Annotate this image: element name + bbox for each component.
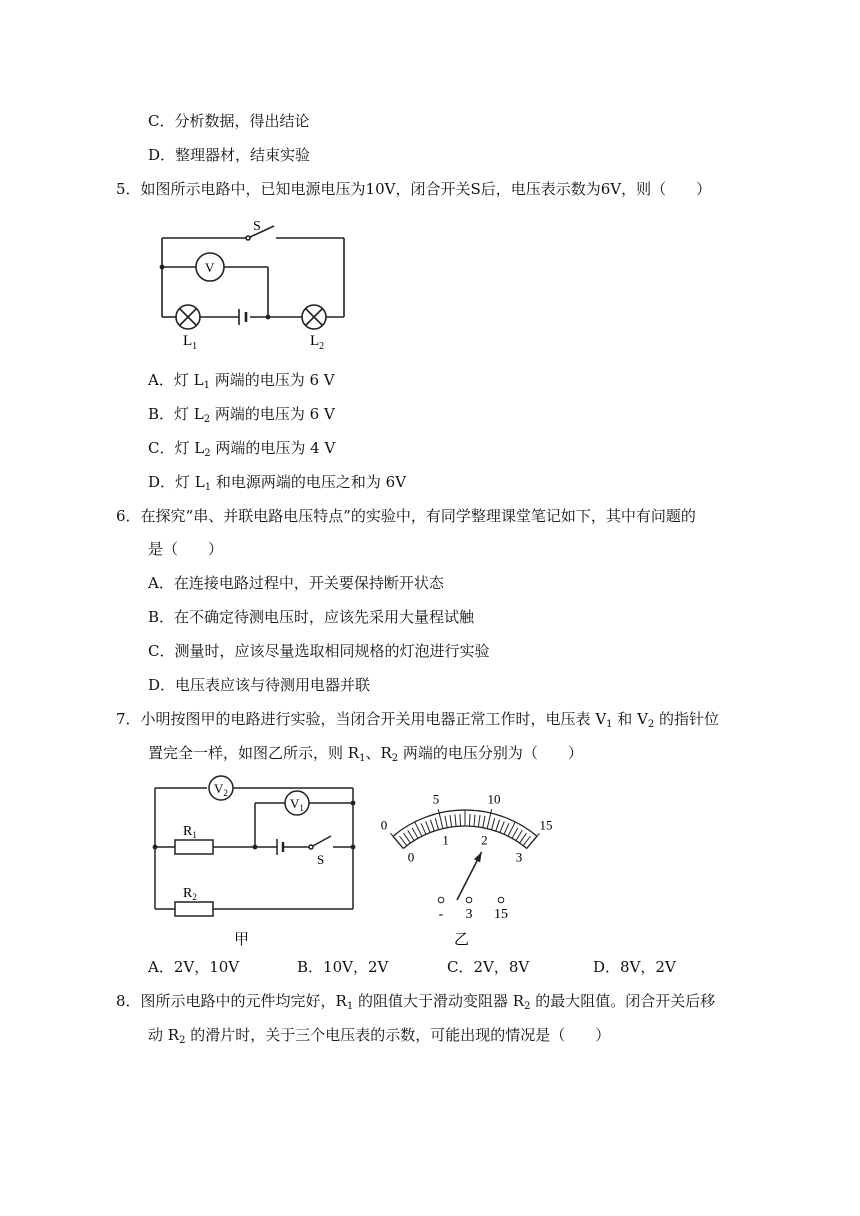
q7-jia-r2-label: R	[183, 886, 193, 901]
dial-outer-scale-label: 15	[539, 817, 553, 833]
q5-label-voltmeter: V	[205, 260, 215, 275]
q7-dial-needle-arrow	[474, 852, 482, 862]
dial-tick	[512, 828, 518, 838]
q7-jia-r1-label: R	[183, 824, 193, 839]
svg-text:L2: $L_2$	[310, 333, 325, 352]
q6-stem-line1: 6．在探究“串、并联电路电压特点”的实验中，有同学整理课堂笔记如下，其中有问题的	[116, 507, 696, 525]
q4-option-d: D．整理器材，结束实验	[148, 146, 311, 164]
dial-terminal-label: -	[438, 907, 444, 922]
dial-tick	[520, 833, 527, 843]
q8-stem-line1: 8．图所示电路中的元件均完好，$R_1$ 的阻值大于滑动变阻器 $R_2$ 的最大阻值。闭合开关后移	[116, 992, 716, 1012]
q5-stem: 5．如图所示电路中，已知电源电压为10V，闭合开关S后，电压表示数为6V，则（ ）	[116, 180, 712, 198]
dial-terminal-post	[466, 897, 472, 903]
q7-jia-switch-label: S	[317, 852, 325, 867]
svg-text:L1: $L_1$	[183, 333, 198, 352]
dial-outer-scale-label: 5	[432, 791, 440, 807]
q5-option-b: B．灯 $L_2$ 两端的电压为 6 V	[148, 405, 335, 425]
dial-tick	[435, 818, 438, 830]
q5-circuit-figure	[150, 210, 360, 355]
svg-text:V1: $V_1$	[290, 796, 304, 813]
dial-tick	[450, 815, 452, 827]
dial-tick	[421, 823, 426, 834]
q6-stem-line2: 是（ ）	[148, 540, 224, 558]
q5-option-c: C．灯 $L_2$ 两端的电压为 4 V	[148, 439, 336, 459]
q7-option-c: C．2V，8V	[447, 958, 530, 976]
dial-tick	[455, 814, 456, 826]
dial-arc	[403, 826, 526, 848]
svg-text:R1: $R_1$	[183, 824, 197, 840]
q7-yi-caption: 乙	[454, 932, 470, 948]
svg-text:R2: $R_2$	[183, 886, 197, 902]
q6-option-a: A．在连接电路过程中，开关要保持断开状态	[148, 574, 444, 592]
svg-text:V2: $V_2$	[214, 781, 228, 798]
q4-option-c: C．分析数据，得出结论	[148, 112, 310, 130]
dial-terminal-label: 3	[465, 907, 473, 922]
dial-tick	[408, 830, 414, 840]
q5-option-a: A．灯 $L_1$ 两端的电压为 6 V	[148, 371, 335, 391]
q7-voltmeter-dial-yi-figure	[365, 772, 565, 952]
dial-terminal-post	[498, 897, 504, 903]
dial-tick	[478, 815, 480, 827]
q7-jia-v1-label: V	[290, 796, 300, 811]
dial-tick	[460, 814, 461, 826]
q7-option-a: A．2V，10V	[148, 958, 240, 976]
q5-label-l1: L	[183, 333, 193, 349]
q5-label-switch: S	[253, 219, 261, 234]
dial-terminal-post	[438, 897, 444, 903]
dial-tick	[516, 830, 522, 840]
q6-option-d: D．电压表应该与待测用电器并联	[148, 676, 371, 694]
dial-terminal-label: 15	[494, 907, 508, 922]
dial-inner-scale-label: 3	[515, 849, 523, 865]
dial-tick	[404, 833, 411, 843]
q5-option-d: D．灯 $L_1$ 和电源两端的电压之和为 6V	[148, 473, 407, 493]
dial-tick	[390, 833, 403, 848]
dial-tick	[474, 814, 475, 826]
dial-inner-scale-label: 1	[442, 832, 449, 848]
q6-option-b: B．在不确定待测电压时，应该先采用大量程试触	[148, 608, 475, 626]
dial-tick	[496, 820, 500, 831]
dial-outer-scale-label: 0	[380, 817, 388, 833]
q6-option-c: C．测量时，应该尽量选取相同规格的灯泡进行实验	[148, 642, 490, 660]
dial-inner-scale-label: 0	[407, 849, 415, 865]
dial-inner-scale-label: 2	[481, 832, 488, 848]
q7-option-d: D．8V，2V	[593, 958, 676, 976]
dial-tick	[500, 821, 504, 832]
dial-tick	[469, 814, 470, 826]
q7-jia-v2-label: V	[214, 781, 224, 796]
dial-tick	[491, 818, 494, 830]
dial-tick	[445, 816, 447, 828]
dial-outer-scale-label: 10	[487, 791, 501, 807]
q7-stem-line1: 7．小明按图甲的电路进行实验，当闭合开关用电器正常工作时，电压表 $V_1$ 和 $V_2$ 的指针位	[116, 710, 720, 730]
dial-tick	[527, 833, 540, 848]
q7-stem-line2: 置完全一样，如图乙所示，则 $R_1$、$R_2$ 两端的电压分别为（ ）	[148, 744, 583, 764]
q7-option-b: B．10V，2V	[297, 958, 389, 976]
dial-tick	[426, 821, 430, 832]
q8-stem-line2: 动 $R_2$ 的滑片时，关于三个电压表的示数，可能出现的情况是（ ）	[148, 1026, 611, 1046]
q5-label-l2: L	[310, 333, 320, 349]
dial-tick	[430, 820, 434, 831]
dial-tick	[504, 823, 509, 834]
q7-jia-caption: 甲	[234, 932, 250, 948]
dial-tick	[412, 828, 418, 838]
dial-tick	[483, 816, 485, 828]
q7-circuit-jia-figure	[145, 772, 365, 952]
